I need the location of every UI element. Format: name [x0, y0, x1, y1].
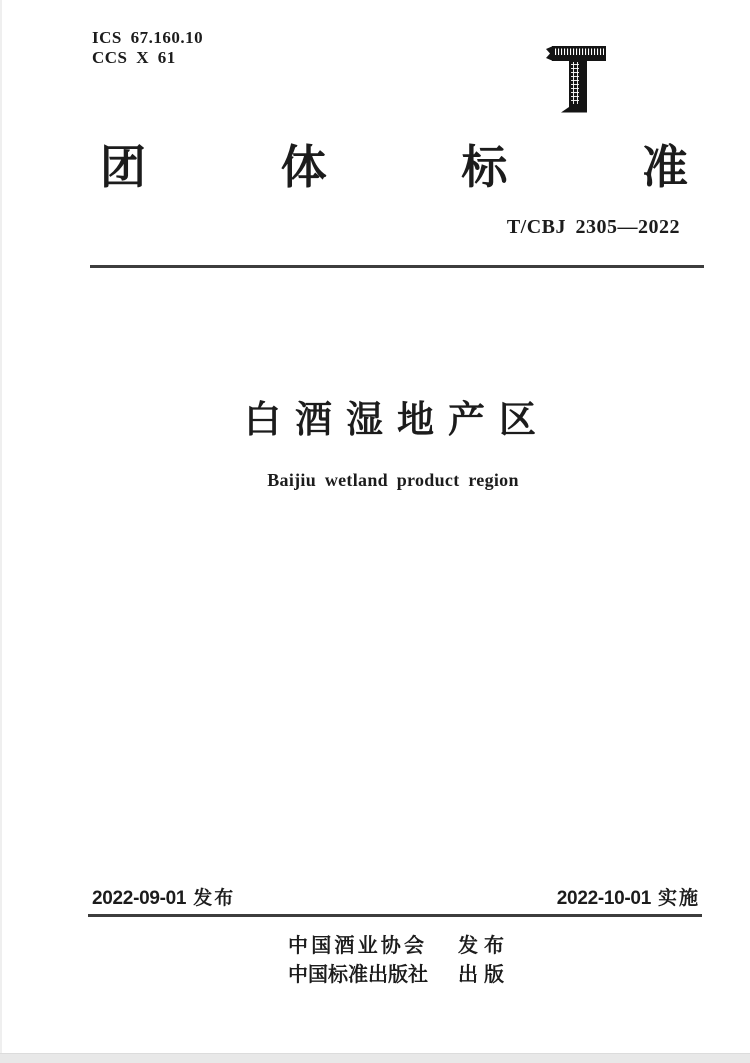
char: 版: [388, 964, 408, 986]
publisher-row: [0, 963, 750, 987]
char: 版: [484, 964, 504, 986]
page-left-edge: [0, 0, 2, 1063]
issuer-org: [288, 934, 424, 958]
footer-rule: [88, 914, 702, 917]
char: 准: [348, 964, 368, 986]
ccs-code: CCS X 61: [92, 48, 176, 67]
char: 体: [280, 141, 327, 193]
char: 业: [357, 935, 378, 957]
char: 出: [368, 964, 388, 986]
char: 标: [461, 141, 508, 193]
char: 布: [484, 935, 504, 957]
char: 中: [288, 935, 308, 957]
standard-code: T/CBJ 2305—2022: [506, 216, 680, 238]
char: 国: [311, 935, 332, 957]
t-square-logo-icon: [545, 40, 608, 115]
issuer-action: [458, 934, 504, 958]
implement-date: [557, 888, 700, 910]
char: 中: [288, 964, 308, 986]
standard-mark: [100, 142, 688, 192]
publisher-org: [288, 963, 428, 987]
char: 酒: [295, 399, 332, 440]
char: 准: [641, 141, 688, 193]
publisher-action: [458, 963, 504, 987]
ics-code: ICS 67.160.10: [92, 28, 204, 47]
implement-date-label: 实施: [657, 888, 700, 909]
implement-date-value: 2022-10-01: [556, 888, 651, 909]
char: 湿: [346, 399, 383, 440]
issue-date-label: 发布: [193, 888, 236, 909]
page-bottom-edge: [0, 1053, 750, 1063]
char: 地: [397, 399, 434, 440]
document-title-cn: [244, 399, 536, 441]
char: 团: [100, 141, 146, 193]
issue-date-value: 2022-09-01: [92, 888, 187, 909]
document-title-en: Baijiu wetland product region: [267, 470, 519, 490]
char: 发: [458, 935, 478, 957]
char: 协: [380, 935, 401, 957]
char: 标: [328, 964, 348, 986]
issue-date: [92, 888, 235, 910]
char: 国: [308, 964, 328, 986]
issuer-row: [0, 934, 750, 958]
char: 白: [244, 399, 281, 440]
header-rule: [90, 265, 704, 268]
classification-codes: [92, 28, 203, 68]
char: 会: [403, 935, 424, 957]
char: 酒: [334, 935, 355, 957]
char: 产: [448, 399, 485, 440]
char: 社: [408, 964, 428, 986]
char: 出: [458, 964, 478, 986]
char: 区: [499, 399, 536, 440]
